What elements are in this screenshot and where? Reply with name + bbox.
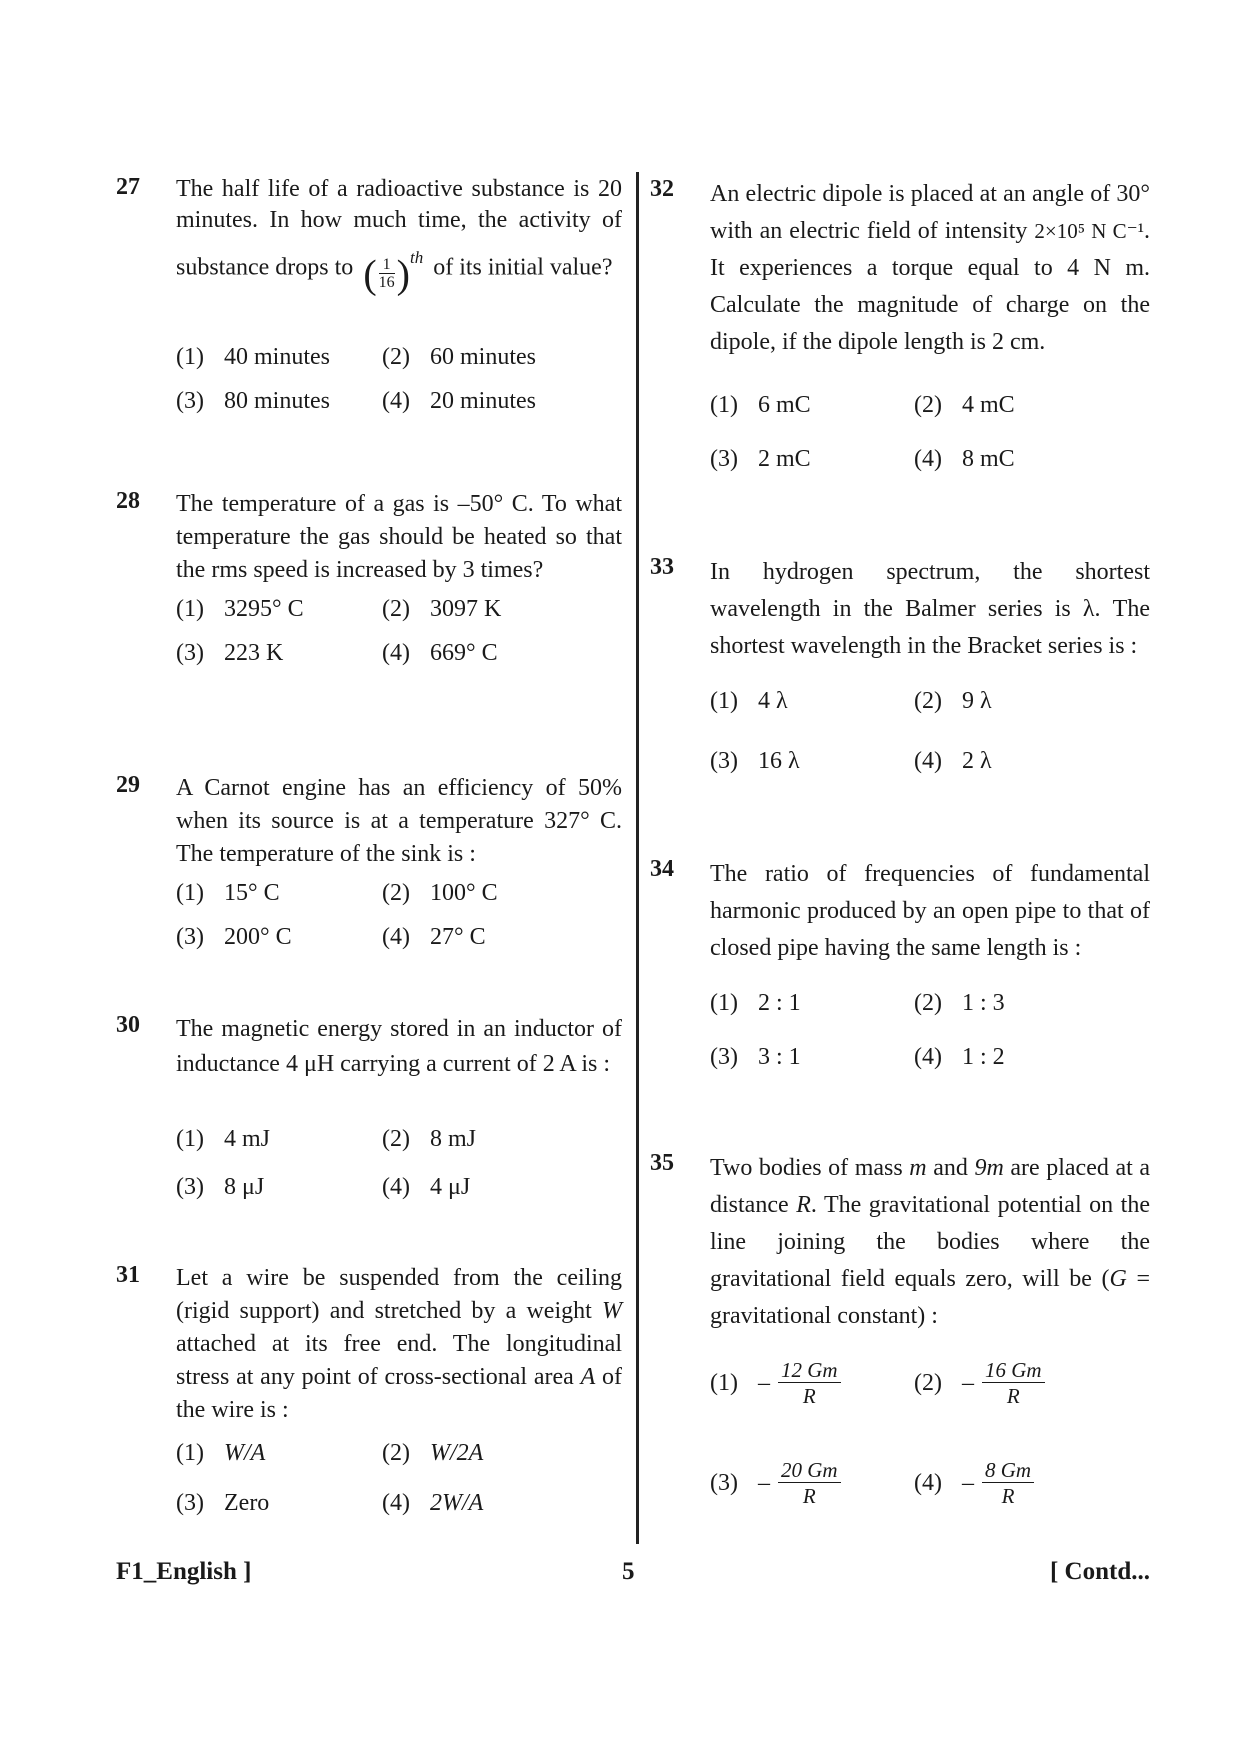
question-text: Let a wire be suspended from the ceiling (rigid support) and stretched by a weight W attached at its free end. The longitudinal stress at any point of cross-sectional area A of the wire is : xyxy=(176,1265,623,1423)
option-1[interactable]: (1) 15° C xyxy=(176,880,280,906)
option-2[interactable]: (2) 1 : 3 xyxy=(914,990,1005,1016)
option-3[interactable]: (3) – $\frac{20 Gm}{R}$ xyxy=(710,1458,843,1509)
option-4[interactable]: (4) 2W/A xyxy=(382,1490,484,1516)
question-number: 33 xyxy=(650,554,674,580)
option-4[interactable]: (4) 27° C xyxy=(382,924,486,950)
question-number: 34 xyxy=(650,856,674,882)
question-text: The ratio of frequencies of fundamental harmonic produced by an open pipe to that of closed pipe having the same length is : xyxy=(710,861,1150,961)
option-1[interactable]: (1) 4 mJ xyxy=(176,1126,271,1152)
question-number: 27 xyxy=(116,174,140,200)
page-number: 5 xyxy=(622,1558,635,1585)
question-text: In hydrogen spectrum, the shortest wavelength in the Balmer series is λ. The shortest wavelength in the Bracket series is : xyxy=(710,559,1150,659)
option-4[interactable]: (4) – $\frac{8 Gm}{R}$ xyxy=(914,1458,1036,1509)
question-number: 28 xyxy=(116,488,140,514)
option-1[interactable]: (1) 6 mC xyxy=(710,392,811,418)
question-number: 31 xyxy=(116,1262,140,1288)
variable-w: W xyxy=(602,1298,623,1324)
question-text-part: The half life of a radioactive substance is 20 minutes. In how much time, the activity of substance drops to xyxy=(176,176,622,281)
column-divider xyxy=(636,172,639,1544)
footer-paper-code: F1_English ] xyxy=(116,1558,252,1585)
option-4[interactable]: (4) 20 minutes xyxy=(382,388,536,414)
option-3[interactable]: (3) 2 mC xyxy=(710,446,811,472)
question-text-part: of its initial value? xyxy=(433,254,613,281)
variable-g: G xyxy=(1109,1266,1127,1292)
question-text: Two bodies of mass m and 9m are placed at a distance R. The gravitational potential on the line joining the bodies where the gravitational field equals zero, will be (G = gravitational constant) : xyxy=(710,1155,1151,1329)
option-3[interactable]: (3) Zero xyxy=(176,1490,270,1516)
variable-r: R xyxy=(796,1192,811,1218)
option-3[interactable]: (3) 16 λ xyxy=(710,748,800,774)
question-number: 32 xyxy=(650,176,674,202)
option-2[interactable]: (2) 4 mC xyxy=(914,392,1015,418)
option-3[interactable]: (3) 80 minutes xyxy=(176,388,330,414)
option-4[interactable]: (4) 2 λ xyxy=(914,748,992,774)
option-3[interactable]: (3) 3 : 1 xyxy=(710,1044,801,1070)
option-1[interactable]: (1) W/A xyxy=(176,1440,266,1466)
option-4[interactable]: (4) 4 μJ xyxy=(382,1174,471,1200)
superscript: th xyxy=(409,248,424,267)
option-4[interactable]: (4) 669° C xyxy=(382,640,498,666)
option-3[interactable]: (3) 8 μJ xyxy=(176,1174,265,1200)
option-2[interactable]: (2) W/2A xyxy=(382,1440,484,1466)
option-4[interactable]: (4) 8 mC xyxy=(914,446,1015,472)
fraction: $\frac{20 Gm}{R}$ xyxy=(778,1458,841,1509)
option-1[interactable]: (1) 2 : 1 xyxy=(710,990,801,1016)
question-text: A Carnot engine has an efficiency of 50% when its source is at a temperature 327° C. The temperature of the sink is : xyxy=(176,775,622,867)
variable-9m: 9m xyxy=(974,1155,1004,1181)
question-text xyxy=(176,174,622,301)
option-2[interactable]: (2) 8 mJ xyxy=(382,1126,477,1152)
option-4[interactable]: (4) 1 : 2 xyxy=(914,1044,1005,1070)
option-3[interactable]: (3) 223 K xyxy=(176,640,284,666)
footer-continued: [ Contd... xyxy=(1049,1558,1150,1585)
option-2[interactable]: (2) 100° C xyxy=(382,880,498,906)
variable-a: A xyxy=(580,1364,596,1390)
option-1[interactable]: (1) 40 minutes xyxy=(176,344,330,370)
option-2[interactable]: (2) 3097 K xyxy=(382,596,502,622)
question-number: 35 xyxy=(650,1150,674,1176)
variable-m: m xyxy=(909,1155,927,1181)
fraction: $\frac{16 Gm}{R}$ xyxy=(982,1358,1045,1409)
option-1[interactable]: (1) 4 λ xyxy=(710,688,788,714)
field-value: 2×10⁵ N C⁻¹ xyxy=(1034,219,1145,243)
option-1[interactable]: (1) – $\frac{12 Gm}{R}$ xyxy=(710,1358,843,1409)
option-2[interactable]: (2) – $\frac{16 Gm}{R}$ xyxy=(914,1358,1047,1409)
question-number: 29 xyxy=(116,772,140,798)
fraction-expression: ( $\frac{1}{16}$ )$^{th}$ xyxy=(363,248,424,297)
option-2[interactable]: (2) 9 λ xyxy=(914,688,992,714)
question-text: The temperature of a gas is –50° C. To what temperature the gas should be heated so that the rms speed is increased by 3 times? xyxy=(176,491,622,583)
question-number: 30 xyxy=(116,1012,140,1038)
option-1[interactable]: (1) 3295° C xyxy=(176,596,304,622)
fraction: $\frac{8 Gm}{R}$ xyxy=(982,1458,1034,1509)
question-text: The magnetic energy stored in an inductor of inductance 4 μH carrying a current of 2 A is : xyxy=(176,1016,622,1077)
option-2[interactable]: (2) 60 minutes xyxy=(382,344,536,370)
fraction-numerator: 1 xyxy=(379,256,395,274)
question-text: An electric dipole is placed at an angle of 30° with an electric field of intensity 2×10⁵ N C⁻¹. It experiences a torque equal to 4 N m. Calculate the magnitude of charge on the dipole, if the dipole length is 2 cm. xyxy=(710,181,1151,355)
fraction-denominator: 16 xyxy=(378,274,395,292)
option-3[interactable]: (3) 200° C xyxy=(176,924,292,950)
fraction: $\frac{12 Gm}{R}$ xyxy=(778,1358,841,1409)
